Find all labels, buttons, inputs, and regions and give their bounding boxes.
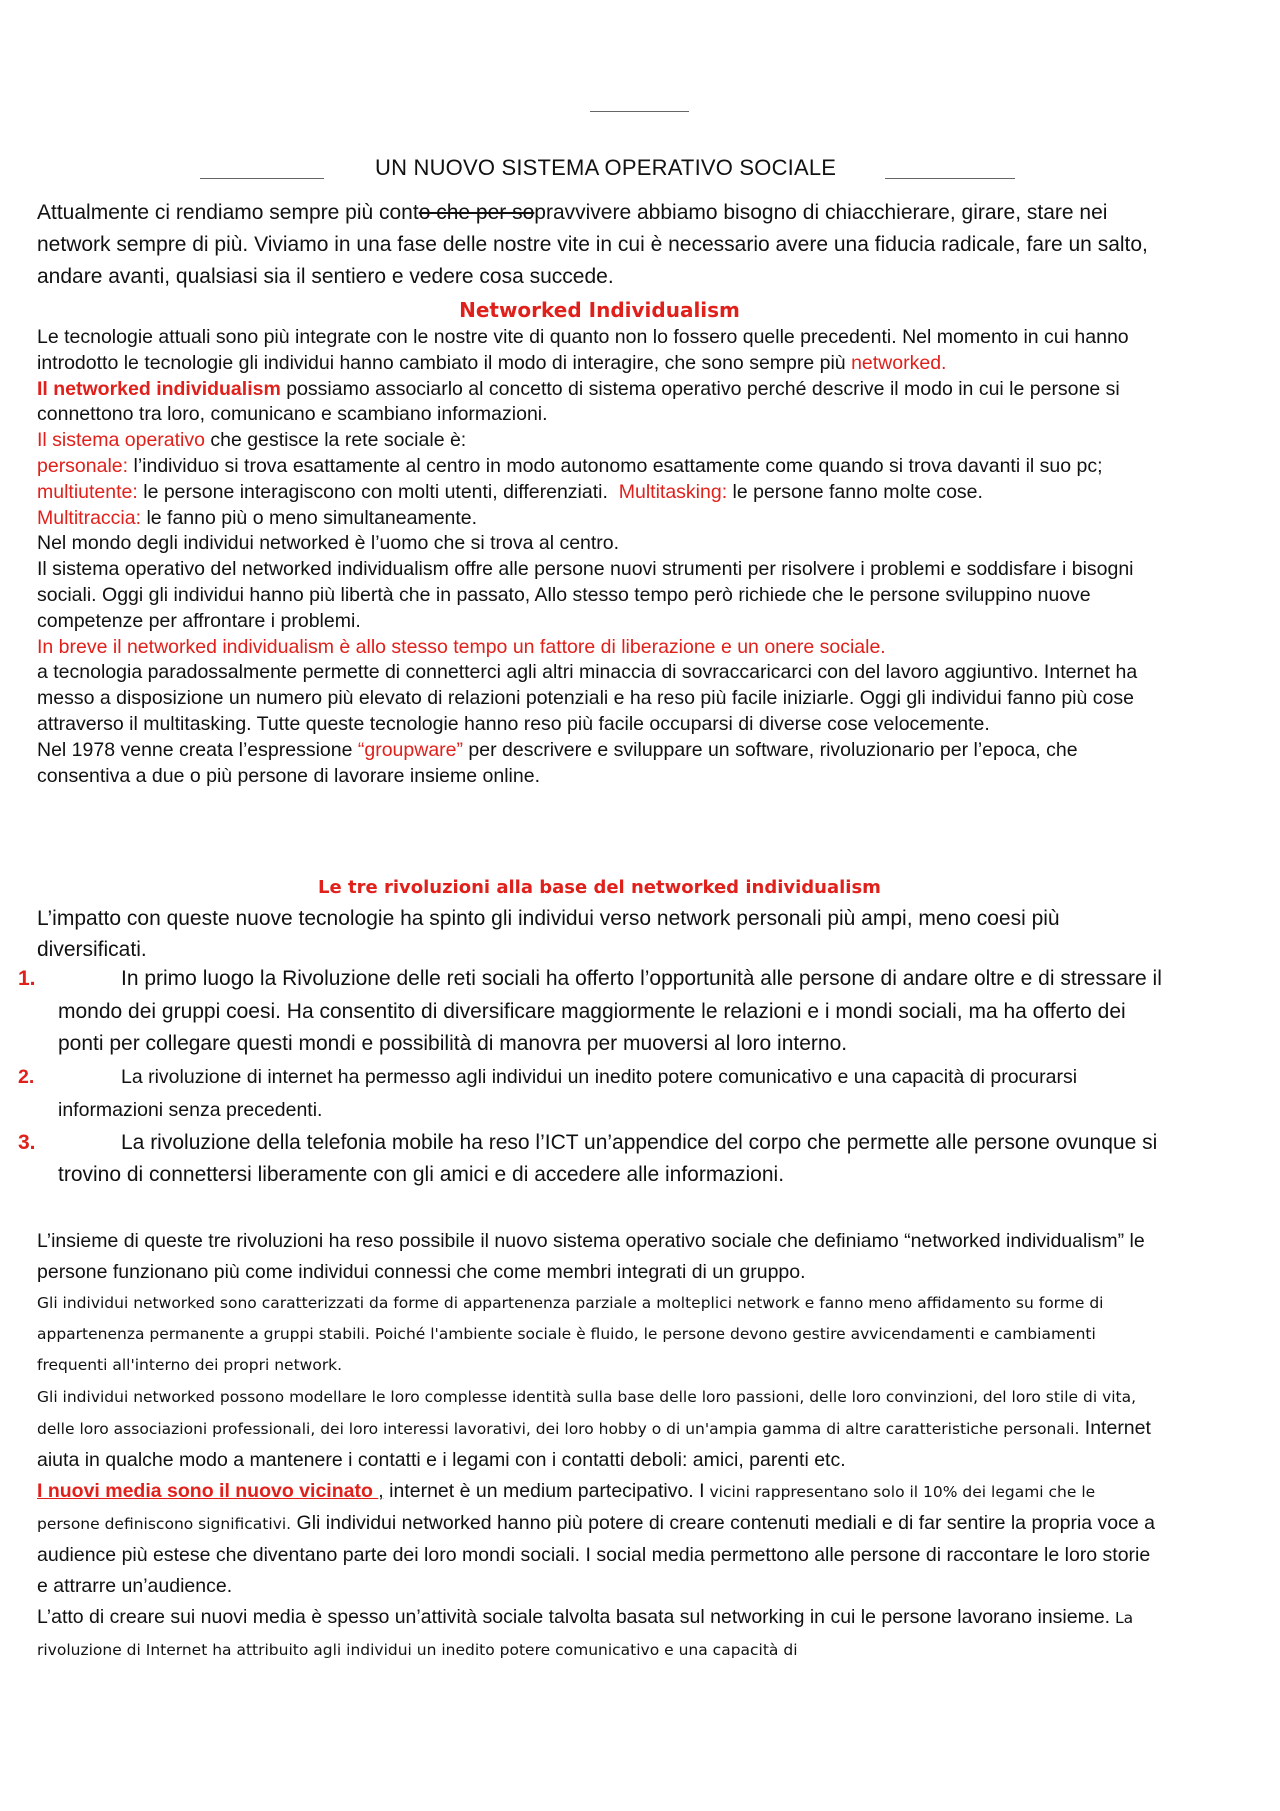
paragraph [37,1602,1162,1666]
text: , [378,1480,384,1502]
highlight-text: Multitasking: [618,480,728,503]
heading-tre-rivoluzioni: Le tre rivoluzioni alla base del networked individualism [318,877,881,898]
intro-paragraph [37,197,1162,293]
paragraph [37,428,1162,454]
intro-text-start: Attualmente ci rendiamo sempre più cont [37,201,419,224]
paragraph [37,506,1162,532]
paragraph: a tecnologia paradossalmente permette di connetterci agli altri minaccia di sovraccaricarci con del lavoro aggiuntivo. Internet ha messo a disposizione un numero più elevato di relazioni potenziali e ha reso più facile iniziarle. Oggi gli individui fanno più cose attraverso il multitasking. Tutte queste tecnologie hanno reso più facile occuparsi di diverse cose velocemente. [37,661,1138,735]
text: per descrivere e sviluppare un software, rivoluzionario per l’epoca, che consentiva a due o più persone di lavorare insieme online. [37,738,1078,787]
paragraph: L’insieme di queste tre rivoluzioni ha reso possibile il nuovo sistema operativo sociale che definiamo “networked individualism” le persone funzionano più come individui connessi che come membri integrati di un gruppo. [37,1230,1145,1283]
section-conclusion [37,1226,1162,1666]
text: le persone fanno molte cose. [727,480,983,503]
text: che gestisce la rete sociale è: [205,429,467,452]
highlight-text: Il networked individualism [37,377,281,400]
text: l’individuo si trova esattamente al centro in modo autonomo esattamente come quando si trova davanti il suo pc; [128,454,1103,477]
list-item [18,963,1163,1061]
revolutions-list [18,963,1163,1191]
title-row [200,155,1015,185]
paragraph: Nel mondo degli individui networked è l’uomo che si trova al centro. [37,532,620,555]
paragraph [37,1381,1162,1476]
text: L’atto di creare sui nuovi media è spesso un’attività sociale talvolta basata sul networking in cui le persone lavorano insieme. [37,1606,1111,1628]
paragraph [37,325,1162,377]
highlight-text: networked. [851,351,947,374]
paragraph-highlight: In breve il networked individualism è allo stesso tempo un fattore di liberazione e un onere sociale. [37,635,886,658]
list-number: 1. [18,967,36,990]
text: Nel 1978 venne creata l’espressione [37,738,358,761]
intro-text-end: pravvivere abbiamo bisogno di chiacchierare, girare, stare nei network sempre di più. Viviamo in una fase delle nostre vite in cui è necessario avere una fiducia radicale, fare un salto, andare avanti, qualsiasi sia il sentiero e vedere cosa succede. [37,201,1148,288]
small-text: vicini rappresentano solo il 10% dei legami che le persone definiscono significativi. [37,1483,1096,1533]
small-text: Gli individui networked possono modellare le loro complesse identità sulla base delle loro passioni, delle loro convinzioni, del loro stile di vita, delle loro associazioni professionali, dei loro interessi lavorativi, dei loro hobby o di un'ampia gamma di altre caratteristiche personali. [37,1388,1137,1438]
title-right-rule [885,178,1015,179]
list-item-text: La rivoluzione di internet ha permesso agli individui un inedito potere comunicativo e una capacità di procurarsi informazioni senza precedenti. [58,1065,1078,1121]
heading-networked-individualism: Networked Individualism [459,298,740,322]
page-title: UN NUOVO SISTEMA OPERATIVO SOCIALE [375,155,837,180]
text: Gli individui networked hanno più potere di creare contenuti mediali e di far sentire la propria voce a audience più estese che diventano parte dei loro mondi sociali. I social media permettono alle persone di raccontare le loro storie e attrarre un’audience. [37,1512,1156,1597]
paragraph [37,454,1162,480]
paragraph [37,377,1162,429]
list-number: 3. [18,1130,36,1154]
highlight-text: Il sistema operativo [37,429,205,452]
top-divider [590,111,689,112]
text: Le tecnologie attuali sono più integrate con le nostre vite di quanto non lo fossero quelle precedenti. Nel momento in cui hanno introdotto le tecnologie gli individui hanno cambiato il modo di interagire, che sono sempre più [37,326,1129,374]
paragraph [37,480,1162,506]
text: internet è un medium partecipativo. I [383,1480,705,1502]
title-left-rule [200,178,324,179]
highlight-text: multiutente: [37,480,138,503]
list-item-text: In primo luogo la Rivoluzione delle reti sociali ha offerto l’opportunità alle persone di andare oltre e di stressare il mondo dei gruppi coesi. Ha consentito di diversificare maggiormente le relazioni e i mondi sociali, ma ha offerto dei ponti per collegare questi mondi e possibilità di manovra per muoversi al loro interno. [58,967,1162,1055]
paragraph: Il sistema operativo del networked individualism offre alle persone nuovi strumenti per risolvere i problemi e soddisfare i bisogni sociali. Oggi gli individui hanno più libertà che in passato, Allo stesso tempo però richiede che le persone sviluppino nuove competenze per affrontare i problemi. [37,558,1134,632]
highlight-text: “groupware” [357,738,464,761]
list-number: 2. [18,1065,35,1088]
section-networked-individualism [37,325,1162,789]
list-item-text: La rivoluzione della telefonia mobile ha reso l’ICT un’appendice del corpo che permette alle persone ovunque si trovino di connettersi liberamente con gli amici e di accedere alle informazioni. [58,1130,1158,1186]
text: Internet aiuta in qualche modo a mantenere i contatti e i legami con i contatti deboli: amici, parenti etc. [37,1417,1151,1471]
text: le persone interagiscono con molti utenti, differenziati. [137,480,619,503]
list-item [18,1127,1163,1191]
text: possiamo associarlo al concetto di sistema operativo perché descrive il modo in cui le persone si connettono tra loro, comunicano e scambiano informazioni. [37,377,1120,426]
section-tre-rivoluzioni-intro [37,903,1162,965]
paragraph-small: Gli individui networked sono caratterizzati da forme di appartenenza parziale a molteplici network e fanno meno affidamento su forme di appartenenza permanente a gruppi stabili. Poiché l'ambiente sociale è fluido, le persone devono gestire avvicendamenti e cambiamenti frequenti all'interno dei propri network. [37,1294,1104,1374]
highlight-text: I nuovi media sono il nuovo vicinato [37,1480,379,1502]
text: le fanno più o meno simultaneamente. [141,506,478,529]
highlight-text: Multitraccia: [37,506,142,529]
paragraph [37,1476,1162,1602]
highlight-text: personale: [37,454,129,477]
small-text: La rivoluzione di Internet ha attribuito agli individui un inedito potere comunicativo e una capacità di [37,1609,1134,1659]
list-item [18,1061,1163,1127]
paragraph [37,738,1162,790]
intro-struck-text: o che per so [418,201,535,224]
paragraph: L’impatto con queste nuove tecnologie ha spinto gli individui verso network personali più ampi, meno coesi più diversificati. [37,907,1060,961]
